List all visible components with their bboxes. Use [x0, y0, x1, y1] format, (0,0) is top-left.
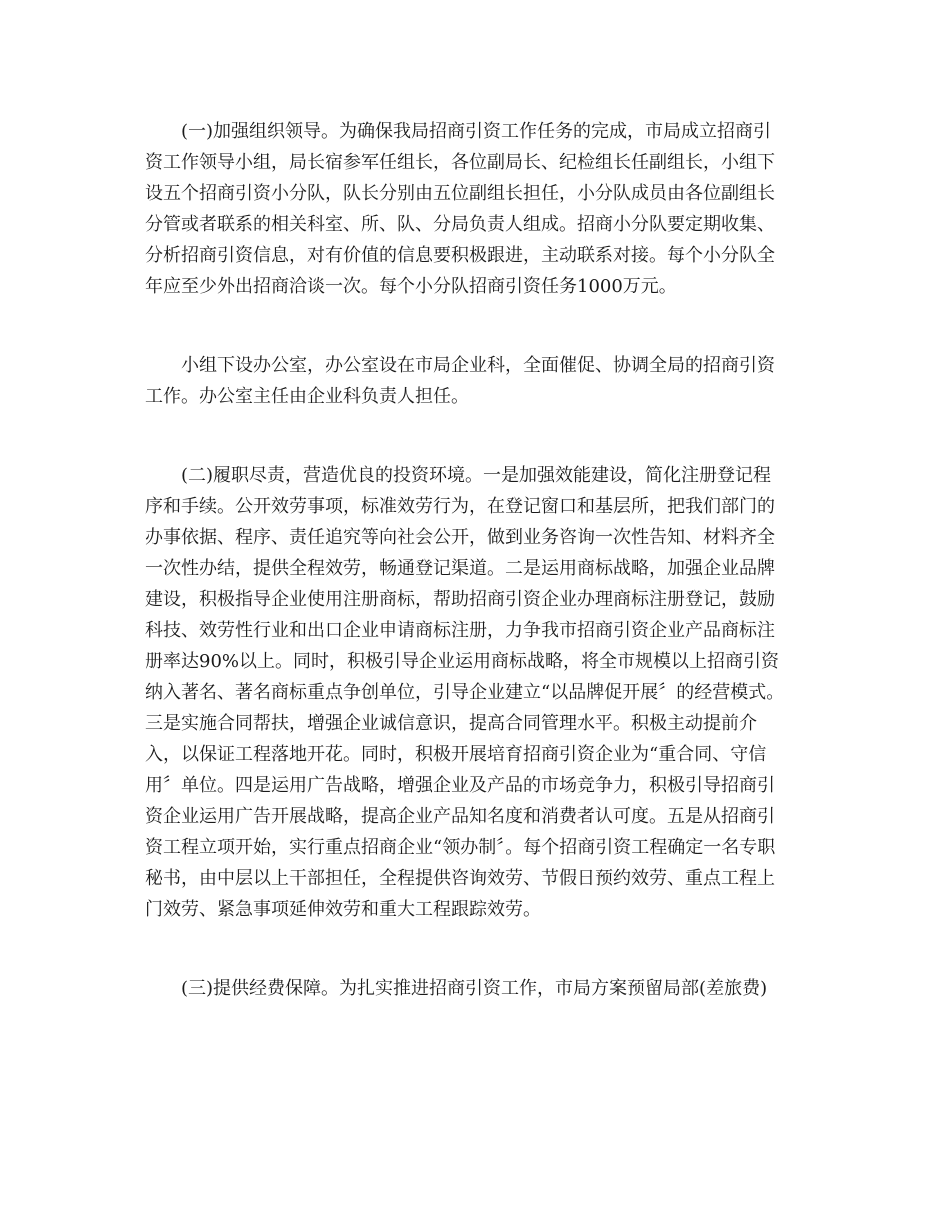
paragraph-spacer — [145, 412, 810, 460]
paragraph-organization-leadership — [145, 116, 810, 302]
text-line: (三)提供经费保障。为扎实推进招商引资工作，市局方案预留局部(差旅费) — [145, 978, 768, 999]
text-line: 建设，积极指导企业使用注册商标，帮助招商引资企业办理商标注册登记，鼓励 — [145, 589, 775, 610]
text-line: 三是实施合同帮扶，增强企业诚信意识，提高合同管理水平。积极主动提前介 — [145, 713, 757, 734]
text-line: 工作。办公室主任由企业科负责人担任。 — [145, 386, 469, 407]
text-line: 分管或者联系的相关科室、所、队、分局负责人组成。招商小分队要定期收集、 — [145, 214, 775, 235]
paragraph-office-setup — [145, 350, 810, 412]
text-line: 办事依据、程序、责任追究等向社会公开，做到业务咨询一次性告知、材料齐全 — [145, 527, 775, 548]
paragraph-funding-guarantee — [145, 973, 810, 1004]
document-body — [145, 116, 810, 1004]
text-line: 小组下设办公室，办公室设在市局企业科，全面催促、协调全局的招商引资 — [145, 355, 775, 376]
text-line: 序和手续。公开效劳事项，标准效劳行为，在登记窗口和基层所，把我们部门的 — [145, 496, 775, 517]
text-line: 入，以保证工程落地开花。同时，积极开展培育招商引资企业为“重合同、守信 — [145, 744, 767, 765]
text-line: 设五个招商引资小分队，队长分别由五位副组长担任，小分队成员由各位副组长 — [145, 183, 775, 204]
text-line: (一)加强组织领导。为确保我局招商引资工作任务的完成，市局成立招商引 — [145, 121, 772, 142]
text-line: 科技、效劳性行业和出口企业申请商标注册，力争我市招商引资企业产品商标注 — [145, 620, 775, 641]
text-line: 资工作领导小组，局长宿参军任组长，各位副局长、纪检组长任副组长，小组下 — [145, 152, 775, 173]
text-line: 资企业运用广告开展战略，提高企业产品知名度和消费者认可度。五是从招商引 — [145, 806, 775, 827]
text-line: 用〞单位。四是运用广告战略，增强企业及产品的市场竞争力，积极引导招商引 — [145, 775, 775, 796]
text-line: 一次性办结，提供全程效劳，畅通登记渠道。二是运用商标战略，加强企业品牌 — [145, 558, 775, 579]
paragraph-duty-environment — [145, 460, 810, 925]
text-line: 资工程立项开始，实行重点招商企业“领办制〞。每个招商引资工程确定一名专职 — [145, 837, 776, 858]
text-line: 册率达90%以上。同时，积极引导企业运用商标战略，将全市规模以上招商引资 — [145, 651, 780, 672]
paragraph-spacer — [145, 925, 810, 973]
text-line: 门效劳、紧急事项延伸效劳和重大工程跟踪效劳。 — [145, 899, 541, 920]
text-line: 秘书，由中层以上干部担任，全程提供咨询效劳、节假日预约效劳、重点工程上 — [145, 868, 775, 889]
paragraph-spacer — [145, 302, 810, 350]
text-line: 年应至少外出招商洽谈一次。每个小分队招商引资任务1000万元。 — [145, 276, 677, 297]
text-line: 分析招商引资信息，对有价值的信息要积极跟进，主动联系对接。每个小分队全 — [145, 245, 775, 266]
text-line: 纳入著名、著名商标重点争创单位，引导企业建立“以品牌促开展〞的经营模式。 — [145, 682, 785, 703]
text-line: (二)履职尽责，营造优良的投资环境。一是加强效能建设，简化注册登记程 — [145, 465, 772, 486]
